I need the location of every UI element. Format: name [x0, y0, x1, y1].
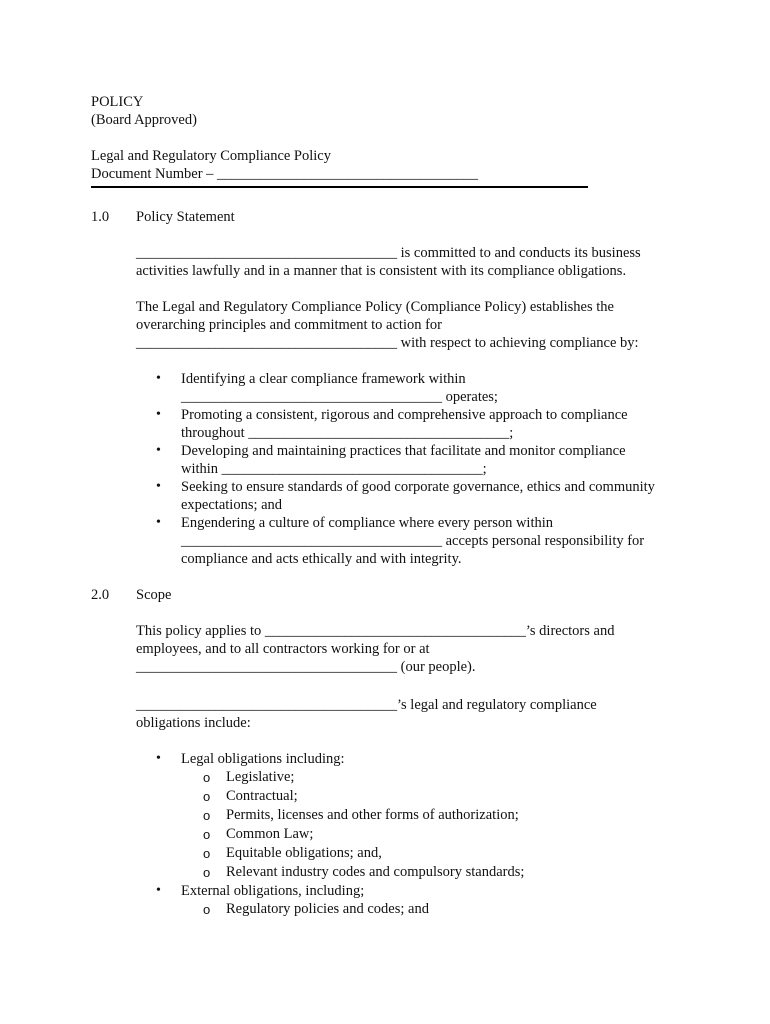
list-item-text: ____________________________________ accepts personal responsibility for — [181, 533, 645, 549]
list-item-text: throughout ____________________________________; — [181, 425, 514, 441]
list-item — [136, 406, 691, 442]
paragraph-line: ____________________________________’s legal and regulatory compliance — [136, 697, 597, 713]
sub-list-item: o Contractual; — [181, 787, 691, 806]
compliance-bullet-list — [136, 370, 691, 568]
paragraph-line: employees, and to all contractors working for or at — [136, 641, 430, 657]
sub-list-item: o Common Law; — [181, 825, 691, 844]
list-item — [136, 370, 691, 406]
section-2-heading — [91, 586, 691, 604]
sub-list-item: o Legislative; — [181, 768, 691, 787]
obligations-bullet-list — [136, 750, 691, 919]
paragraph-line: activities lawfully and in a manner that is consistent with its compliance obligations. — [136, 263, 627, 279]
sub-list-item: o Relevant industry codes and compulsory standards; — [181, 863, 691, 882]
list-item — [136, 882, 691, 919]
list-item-text: • Engendering a culture of compliance where every person within — [181, 515, 554, 531]
approval-status: (Board Approved) — [91, 112, 197, 128]
list-item — [136, 750, 691, 882]
policy-title: Legal and Regulatory Compliance Policy — [91, 148, 331, 164]
list-item-text: • Identifying a clear compliance framework within — [181, 371, 466, 387]
paragraph-line: ____________________________________ is committed to and conducts its business — [136, 245, 641, 261]
external-obligations-sublist — [181, 900, 691, 919]
list-item-text: compliance and acts ethically and with integrity. — [181, 551, 462, 567]
legal-obligations-sublist — [181, 768, 691, 882]
paragraph-line: ____________________________________ with respect to achieving compliance by: — [136, 335, 639, 351]
list-item — [136, 514, 691, 568]
list-item-text: within ____________________________________; — [181, 461, 487, 477]
section-number: 1.0 — [91, 209, 110, 225]
section-2-body — [136, 604, 691, 919]
list-item — [136, 442, 691, 478]
list-item-text: ____________________________________ operates; — [181, 389, 498, 405]
list-item-text: • Promoting a consistent, rigorous and comprehensive approach to compliance — [181, 407, 628, 423]
section-title: Policy Statement — [136, 209, 235, 225]
paragraph-line: obligations include: — [136, 715, 251, 731]
section-number: 2.0 — [91, 587, 110, 603]
paragraph-line: The Legal and Regulatory Compliance Policy (Compliance Policy) establishes the — [136, 299, 614, 315]
list-item-text: • Legal obligations including: — [181, 751, 345, 767]
paragraph-line: ____________________________________ (our people). — [136, 659, 476, 675]
sub-list-item: o Equitable obligations; and, — [181, 844, 691, 863]
section-title: Scope — [136, 587, 172, 603]
list-item-text: • Seeking to ensure standards of good corporate governance, ethics and community — [181, 479, 655, 495]
sub-list-item: o Permits, licenses and other forms of authorization; — [181, 806, 691, 825]
list-item-text: • External obligations, including; — [181, 883, 365, 899]
list-item-text: expectations; and — [181, 497, 283, 513]
document-header — [91, 93, 691, 188]
list-item — [136, 478, 691, 514]
paragraph-line: This policy applies to ____________________________________’s directors and — [136, 623, 615, 639]
document-number: Document Number – ____________________________________ — [91, 166, 479, 182]
document-page — [91, 93, 691, 919]
policy-label: POLICY — [91, 94, 144, 110]
header-divider — [91, 186, 588, 188]
section-1-body — [136, 226, 691, 568]
section-1-heading — [91, 208, 691, 226]
list-item-text: • Developing and maintaining practices that facilitate and monitor compliance — [181, 443, 626, 459]
paragraph-line: overarching principles and commitment to action for — [136, 317, 443, 333]
sub-list-item: o Regulatory policies and codes; and — [181, 900, 691, 919]
